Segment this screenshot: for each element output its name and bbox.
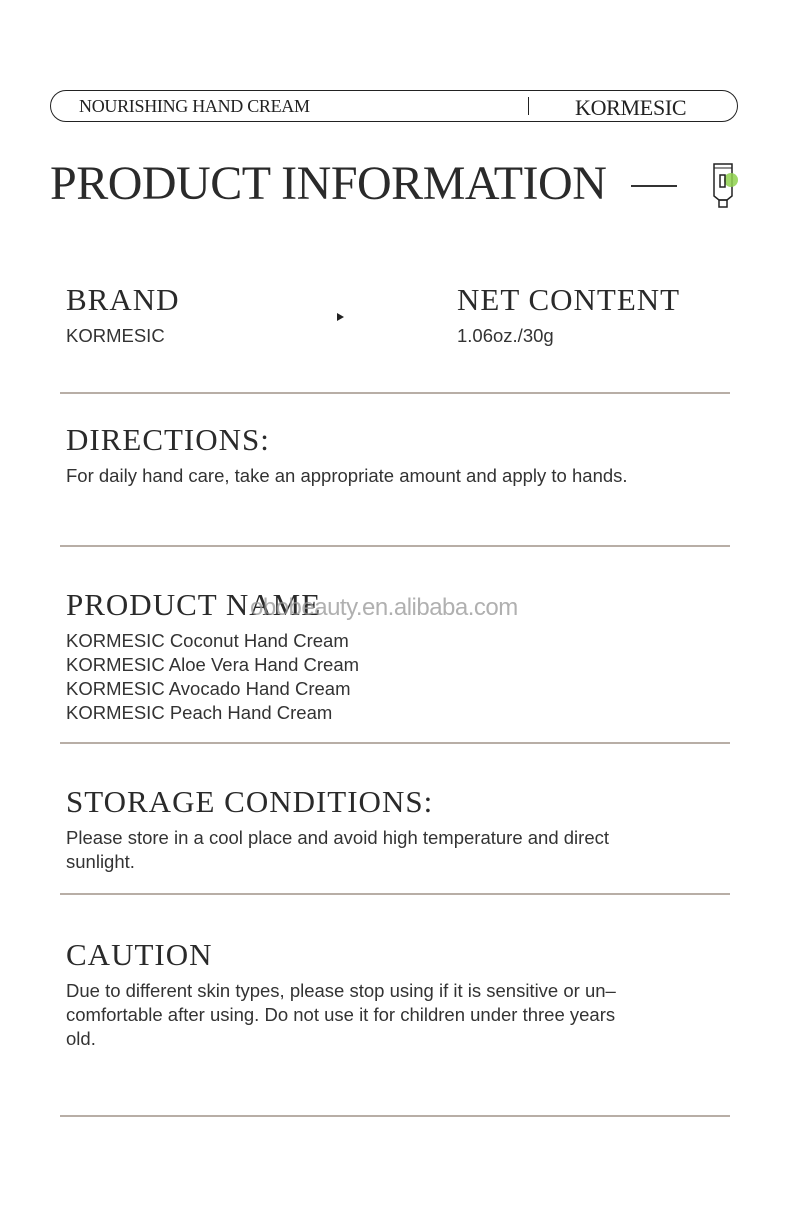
hand-cream-tube-icon (711, 162, 741, 210)
brand-heading: BRAND (66, 282, 180, 317)
header-brand-logo: KORMESIC (575, 95, 687, 120)
storage-text (66, 826, 609, 874)
brand-value: KORMESIC (66, 325, 165, 346)
watermark: obobeauty.en.alibaba.com (250, 594, 518, 621)
list-item: KORMESIC Avocado Hand Cream (66, 678, 351, 699)
directions-text: For daily hand care, take an appropriate amount and apply to hands. (66, 465, 628, 486)
header-divider (528, 97, 529, 115)
divider (60, 1115, 730, 1117)
header-title: NOURISHING HAND CREAM (79, 96, 310, 116)
divider (60, 742, 730, 744)
title-dash (631, 185, 677, 187)
text-line: old. (66, 1028, 96, 1049)
list-item: KORMESIC Coconut Hand Cream (66, 630, 349, 651)
text-line: comfortable after using. Do not use it for children under three years (66, 1004, 616, 1025)
product-name-heading: PRODUCT NAME (66, 587, 322, 622)
text-line: Due to different skin types, please stop using if it is sensitive or un– (66, 980, 616, 1001)
header-banner (50, 90, 738, 122)
list-item: KORMESIC Aloe Vera Hand Cream (66, 654, 360, 675)
directions-heading: DIRECTIONS: (66, 422, 270, 457)
divider (60, 545, 730, 547)
divider (60, 893, 730, 895)
text-line: sunlight. (66, 851, 135, 872)
page-title: PRODUCT INFORMATION (50, 157, 607, 210)
net-content-heading: NET CONTENT (457, 282, 681, 317)
divider (60, 392, 730, 394)
caution-text (66, 979, 616, 1051)
net-content-value: 1.06oz./30g (457, 325, 554, 346)
list-item: KORMESIC Peach Hand Cream (66, 702, 333, 723)
play-arrow-icon (337, 313, 344, 321)
storage-heading: STORAGE CONDITIONS: (66, 784, 434, 819)
text-line: Please store in a cool place and avoid high temperature and direct (66, 827, 610, 848)
caution-heading: CAUTION (66, 937, 213, 972)
product-name-list (66, 629, 359, 725)
